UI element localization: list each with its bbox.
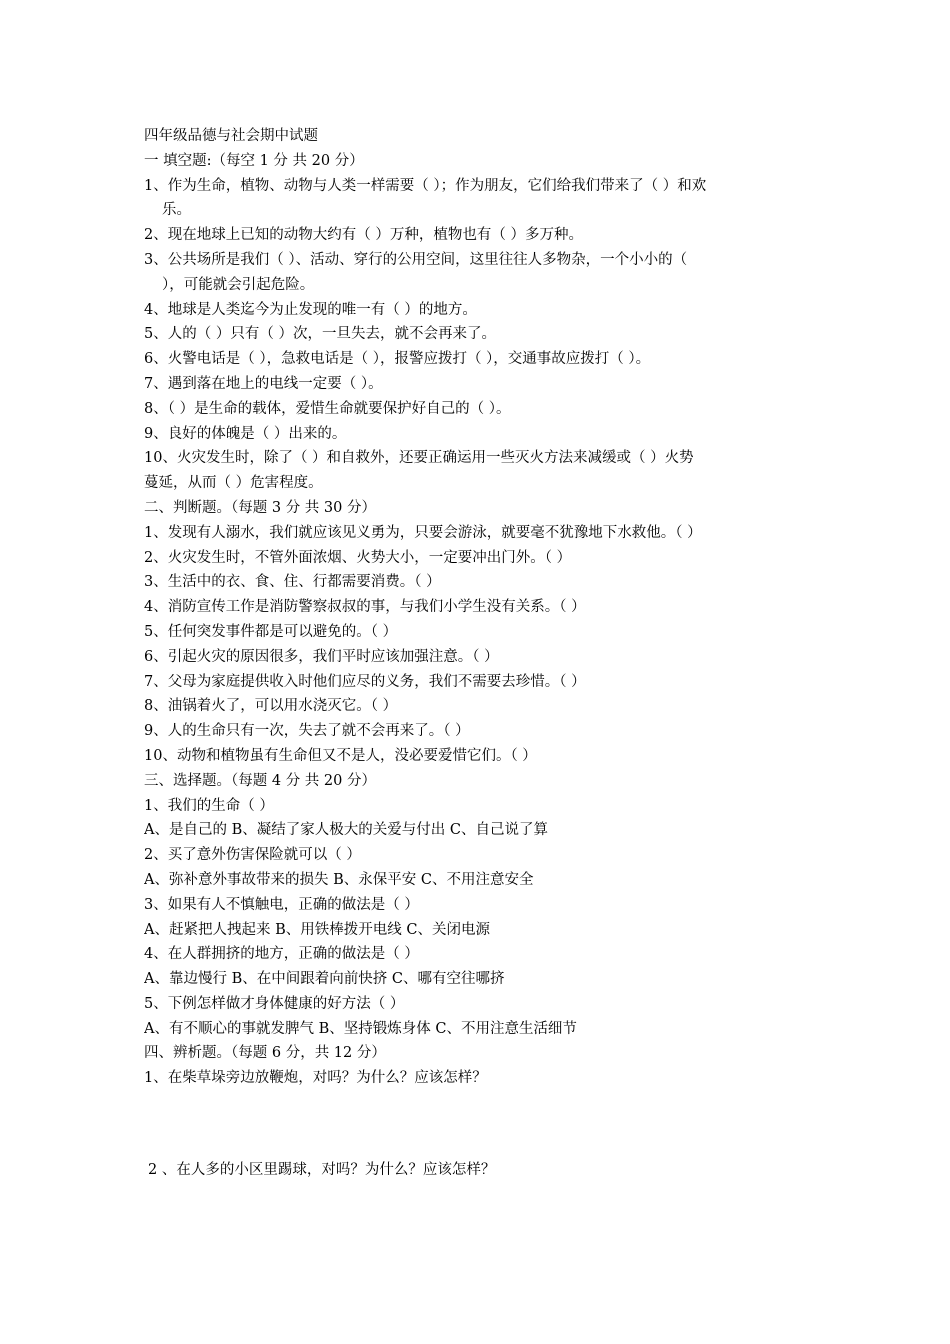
choice-options: A、有不顺心的事就发脾气 B、坚持锻炼身体 C、不用注意生活细节	[144, 1020, 577, 1037]
choice-question: 1、我们的生命（ ）	[144, 797, 274, 814]
analysis-question: 1、在柴草垛旁边放鞭炮，对吗？为什么？应该怎样？	[144, 1070, 487, 1087]
fill-item-continuation: 乐。	[162, 202, 191, 219]
fill-item: 5、人的（ ）只有（ ）次，一旦失去，就不会再来了。	[144, 326, 496, 343]
answer-space	[144, 1091, 824, 1158]
fill-item: 6、火警电话是（ ），急救电话是（ ），报警应拨打（ ），交通事故应拨打（ ）。	[144, 351, 651, 368]
fill-item: 7、遇到落在地上的电线一定要（ ）。	[144, 375, 383, 392]
choice-question: 3、如果有人不慎触电，正确的做法是（ ）	[144, 896, 419, 913]
exam-content	[144, 124, 824, 1183]
fill-item-continuation: 蔓延，从而（ ）危害程度。	[144, 475, 323, 492]
choice-options: A、弥补意外事故带来的损失 B、永保平安 C、不用注意安全	[144, 871, 534, 888]
section3-heading: 三、选择题。（每题 4 分 共 20 分）	[144, 772, 376, 789]
fill-item: 10、火灾发生时，除了（ ）和自救外，还要正确运用一些灭火方法来减缓或（ ）火势	[144, 450, 694, 467]
judge-item: 10、动物和植物虽有生命但又不是人，没必要爱惜它们。（ ）	[144, 747, 537, 764]
choice-question: 2、买了意外伤害保险就可以（ ）	[144, 847, 361, 864]
fill-item-continuation: ），可能就会引起危险。	[162, 276, 315, 293]
judge-item: 6、引起火灾的原因很多，我们平时应该加强注意。（ ）	[144, 648, 499, 665]
section1-heading: 一 填空题:（每空 1 分 共 20 分）	[144, 152, 364, 169]
judge-item: 1、发现有人溺水，我们就应该见义勇为，只要会游泳，就要毫不犹豫地下水救他。（ ）	[144, 524, 702, 541]
fill-item: 9、良好的体魄是（ ）出来的。	[144, 425, 347, 442]
fill-item: 4、地球是人类迄今为止发现的唯一有（ ）的地方。	[144, 301, 477, 318]
choice-options: A、靠边慢行 B、在中间跟着向前快挤 C、哪有空往哪挤	[144, 971, 505, 988]
judge-item: 9、人的生命只有一次，失去了就不会再来了。（ ）	[144, 723, 470, 740]
judge-item: 3、生活中的衣、食、住、行都需要消费。（ ）	[144, 574, 441, 591]
judge-item: 7、父母为家庭提供收入时他们应尽的义务，我们不需要去珍惜。（ ）	[144, 673, 586, 690]
choice-question: 4、在人群拥挤的地方，正确的做法是（ ）	[144, 946, 419, 963]
judge-item: 8、油锅着火了，可以用水浇灭它。（ ）	[144, 698, 398, 715]
choice-question: 5、下例怎样做才身体健康的好方法（ ）	[144, 995, 405, 1012]
analysis-question: 2 、在人多的小区里踢球，对吗？为什么？应该怎样？	[148, 1162, 496, 1179]
fill-item: 1、作为生命，植物、动物与人类一样需要（ ）；作为朋友，它们给我们带来了（ ）和欢	[144, 177, 707, 194]
choice-options: A、赶紧把人拽起来 B、用铁棒拨开电线 C、关闭电源	[144, 921, 490, 938]
fill-item: 2、现在地球上已知的动物大约有（ ）万种，植物也有（ ）多万种。	[144, 227, 583, 244]
fill-item: 3、公共场所是我们（ ）、活动、穿行的公用空间，这里往往人多物杂，一个小小的（	[144, 251, 688, 268]
section4-heading: 四、辨析题。（每题 6 分，共 12 分）	[144, 1045, 386, 1062]
section2-heading: 二、判断题。（每题 3 分 共 30 分）	[144, 499, 376, 516]
judge-item: 5、任何突发事件都是可以避免的。（ ）	[144, 623, 398, 640]
choice-options: A、是自己的 B、凝结了家人极大的关爱与付出 C、自己说了算	[144, 822, 548, 839]
exam-title: 四年级品德与社会期中试题	[144, 128, 318, 144]
judge-item: 2、火灾发生时，不管外面浓烟、火势大小，一定要冲出门外。（ ）	[144, 549, 572, 566]
judge-item: 4、消防宣传工作是消防警察叔叔的事，与我们小学生没有关系。（ ）	[144, 599, 586, 616]
fill-item: 8、（ ）是生命的载体，爱惜生命就要保护好自己的（ ）。	[144, 400, 511, 417]
